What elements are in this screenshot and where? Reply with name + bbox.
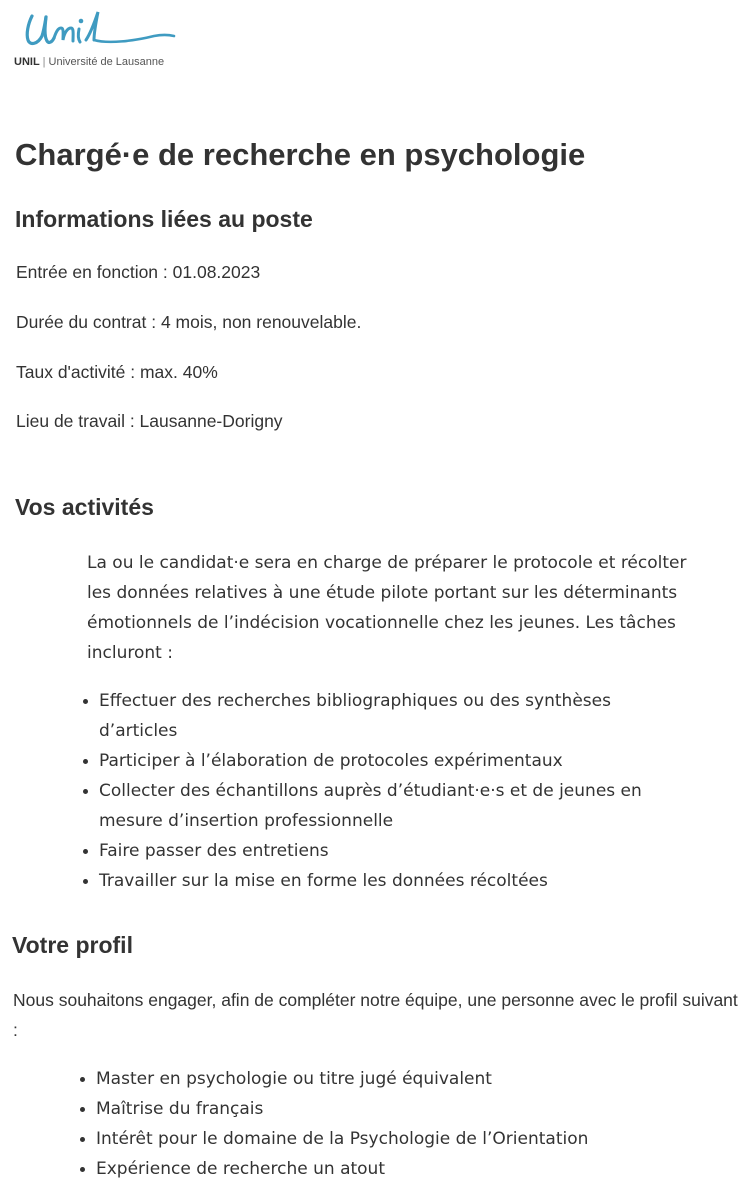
list-item: Effectuer des recherches bibliographiques ou des synthèses d’articles [78,686,688,746]
profile-list [75,1064,715,1184]
workplace: Lieu de travail : Lausanne-Dorigny [16,411,283,431]
unil-wordmark-logo [14,8,194,56]
logo-caption-text: Université de Lausanne [48,56,165,68]
page-title: Chargé·e de recherche en psychologie [15,137,586,172]
logo-caption-bold: UNIL [14,56,40,68]
activity-rate: Taux d'activité : max. 40% [16,362,218,382]
logo-caption-separator: | [42,56,46,68]
list-item: Master en psychologie ou titre jugé équivalent [75,1064,715,1094]
unil-logo [14,8,194,74]
list-item: Travailler sur la mise en forme les données récoltées [78,866,688,896]
list-item: Expérience de recherche un atout [75,1154,715,1184]
activities-heading: Vos activités [15,494,154,520]
list-item: Faire passer des entretiens [78,836,688,866]
list-item: Intérêt pour le domaine de la Psychologie de l’Orientation [75,1124,715,1154]
info-heading: Informations liées au poste [15,206,313,232]
list-item: Maîtrise du français [75,1094,715,1124]
start-date: Entrée en fonction : 01.08.2023 [16,262,261,282]
activities-list [78,686,688,896]
activities-intro: La ou le candidat·e sera en charge de préparer le protocole et récolter les données relatives à une étude pilote portant sur les déterminants émotionnels de l’indécision vocationnelle chez les jeunes. Les tâches incluront : [87,553,687,663]
list-item: Collecter des échantillons auprès d’étudiant·e·s et de jeunes en mesure d’insertion professionnelle [78,776,688,836]
logo-caption [14,56,164,68]
profile-intro: Nous souhaitons engager, afin de compléter notre équipe, une personne avec le profil suivant : [13,990,738,1040]
profile-heading: Votre profil [12,932,133,958]
list-item: Participer à l’élaboration de protocoles expérimentaux [78,746,688,776]
contract-duration: Durée du contrat : 4 mois, non renouvelable. [16,312,362,332]
